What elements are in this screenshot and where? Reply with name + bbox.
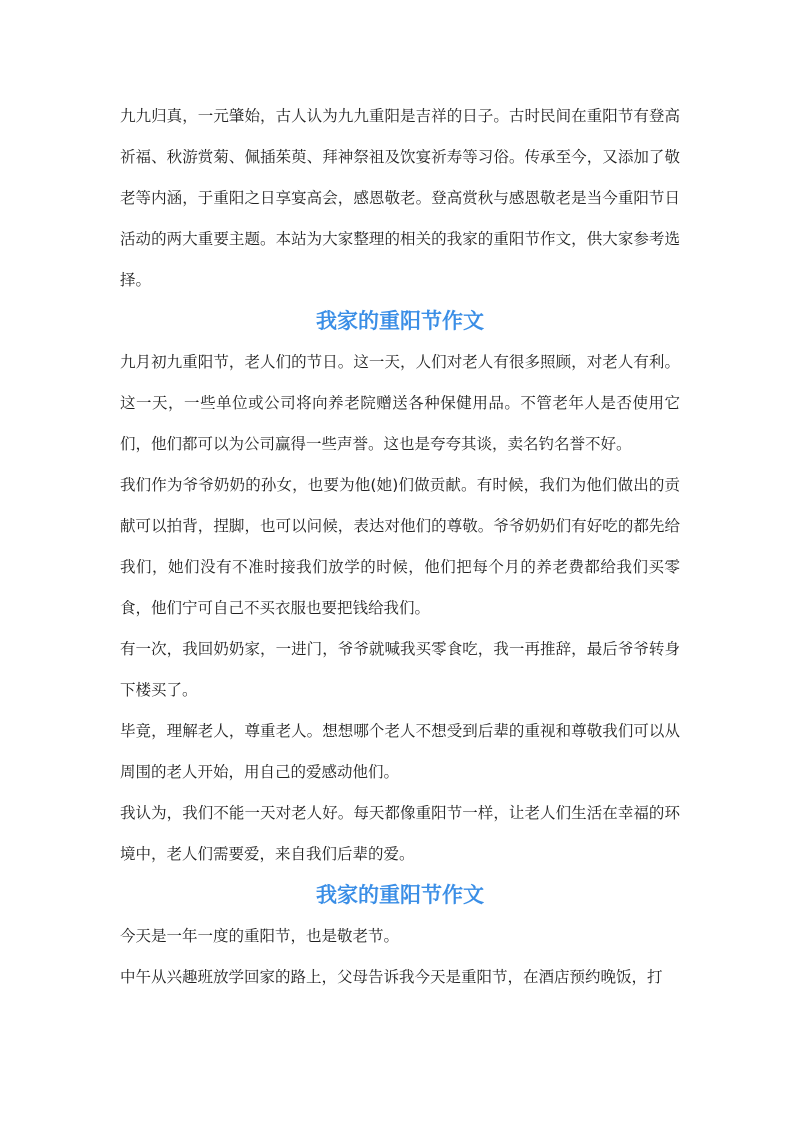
essay-1-paragraph: 毕竟，理解老人，尊重老人。想想哪个老人不想受到后辈的重视和尊敬我们可以从周围的老人开始，用自己的爱感动他们。: [120, 722, 680, 781]
essay-1-paragraph: 我认为，我们不能一天对老人好。每天都像重阳节一样，让老人们生活在幸福的环境中，老人们需要爱，来自我们后辈的爱。: [120, 804, 680, 863]
essay-1-title: 我家的重阳节作文: [316, 309, 484, 333]
essay-2-paragraph: 中午从兴趣班放学回家的路上，父母告诉我今天是重阳节，在酒店预约晚饭，打: [120, 968, 663, 986]
essay-2-paragraph: 今天是一年一度的重阳节，也是敬老节。: [120, 927, 400, 945]
intro-paragraph: 九九归真，一元肇始，古人认为九九重阳是吉祥的日子。古时民间在重阳节有登高祈福、秋游赏菊、佩插茱萸、拜神祭祖及饮宴祈寿等习俗。传承至今，又添加了敬老等内涵，于重阳之日享宴高会，感恩敬老。登高赏秋与感恩敬老是当今重阳节日活动的两大重要主题。本站为大家整理的相关的我家的重阳节作文，供大家参考选择。: [120, 107, 680, 289]
essay-1-paragraph: 有一次，我回奶奶家，一进门，爷爷就喊我买零食吃，我一再推辞，最后爷爷转身下楼买了。: [120, 640, 680, 699]
document-page: [120, 96, 680, 998]
essay-1-paragraph: 九月初九重阳节，老人们的节日。这一天，人们对老人有很多照顾，对老人有利。这一天，一些单位或公司将向养老院赠送各种保健用品。不管老年人是否使用它们，他们都可以为公司赢得一些声誉。这也是夸夸其谈，卖名钓名誉不好。: [120, 353, 680, 453]
essay-2-title: 我家的重阳节作文: [316, 883, 484, 907]
essay-1-paragraph: 我们作为爷爷奶奶的孙女，也要为他(她)们做贡献。有时候，我们为他们做出的贡献可以拍背，捏脚，也可以问候，表达对他们的尊敬。爷爷奶奶们有好吃的都先给我们，她们没有不准时接我们放学的时候，他们把每个月的养老费都给我们买零食，他们宁可自己不买衣服也要把钱给我们。: [120, 476, 680, 617]
